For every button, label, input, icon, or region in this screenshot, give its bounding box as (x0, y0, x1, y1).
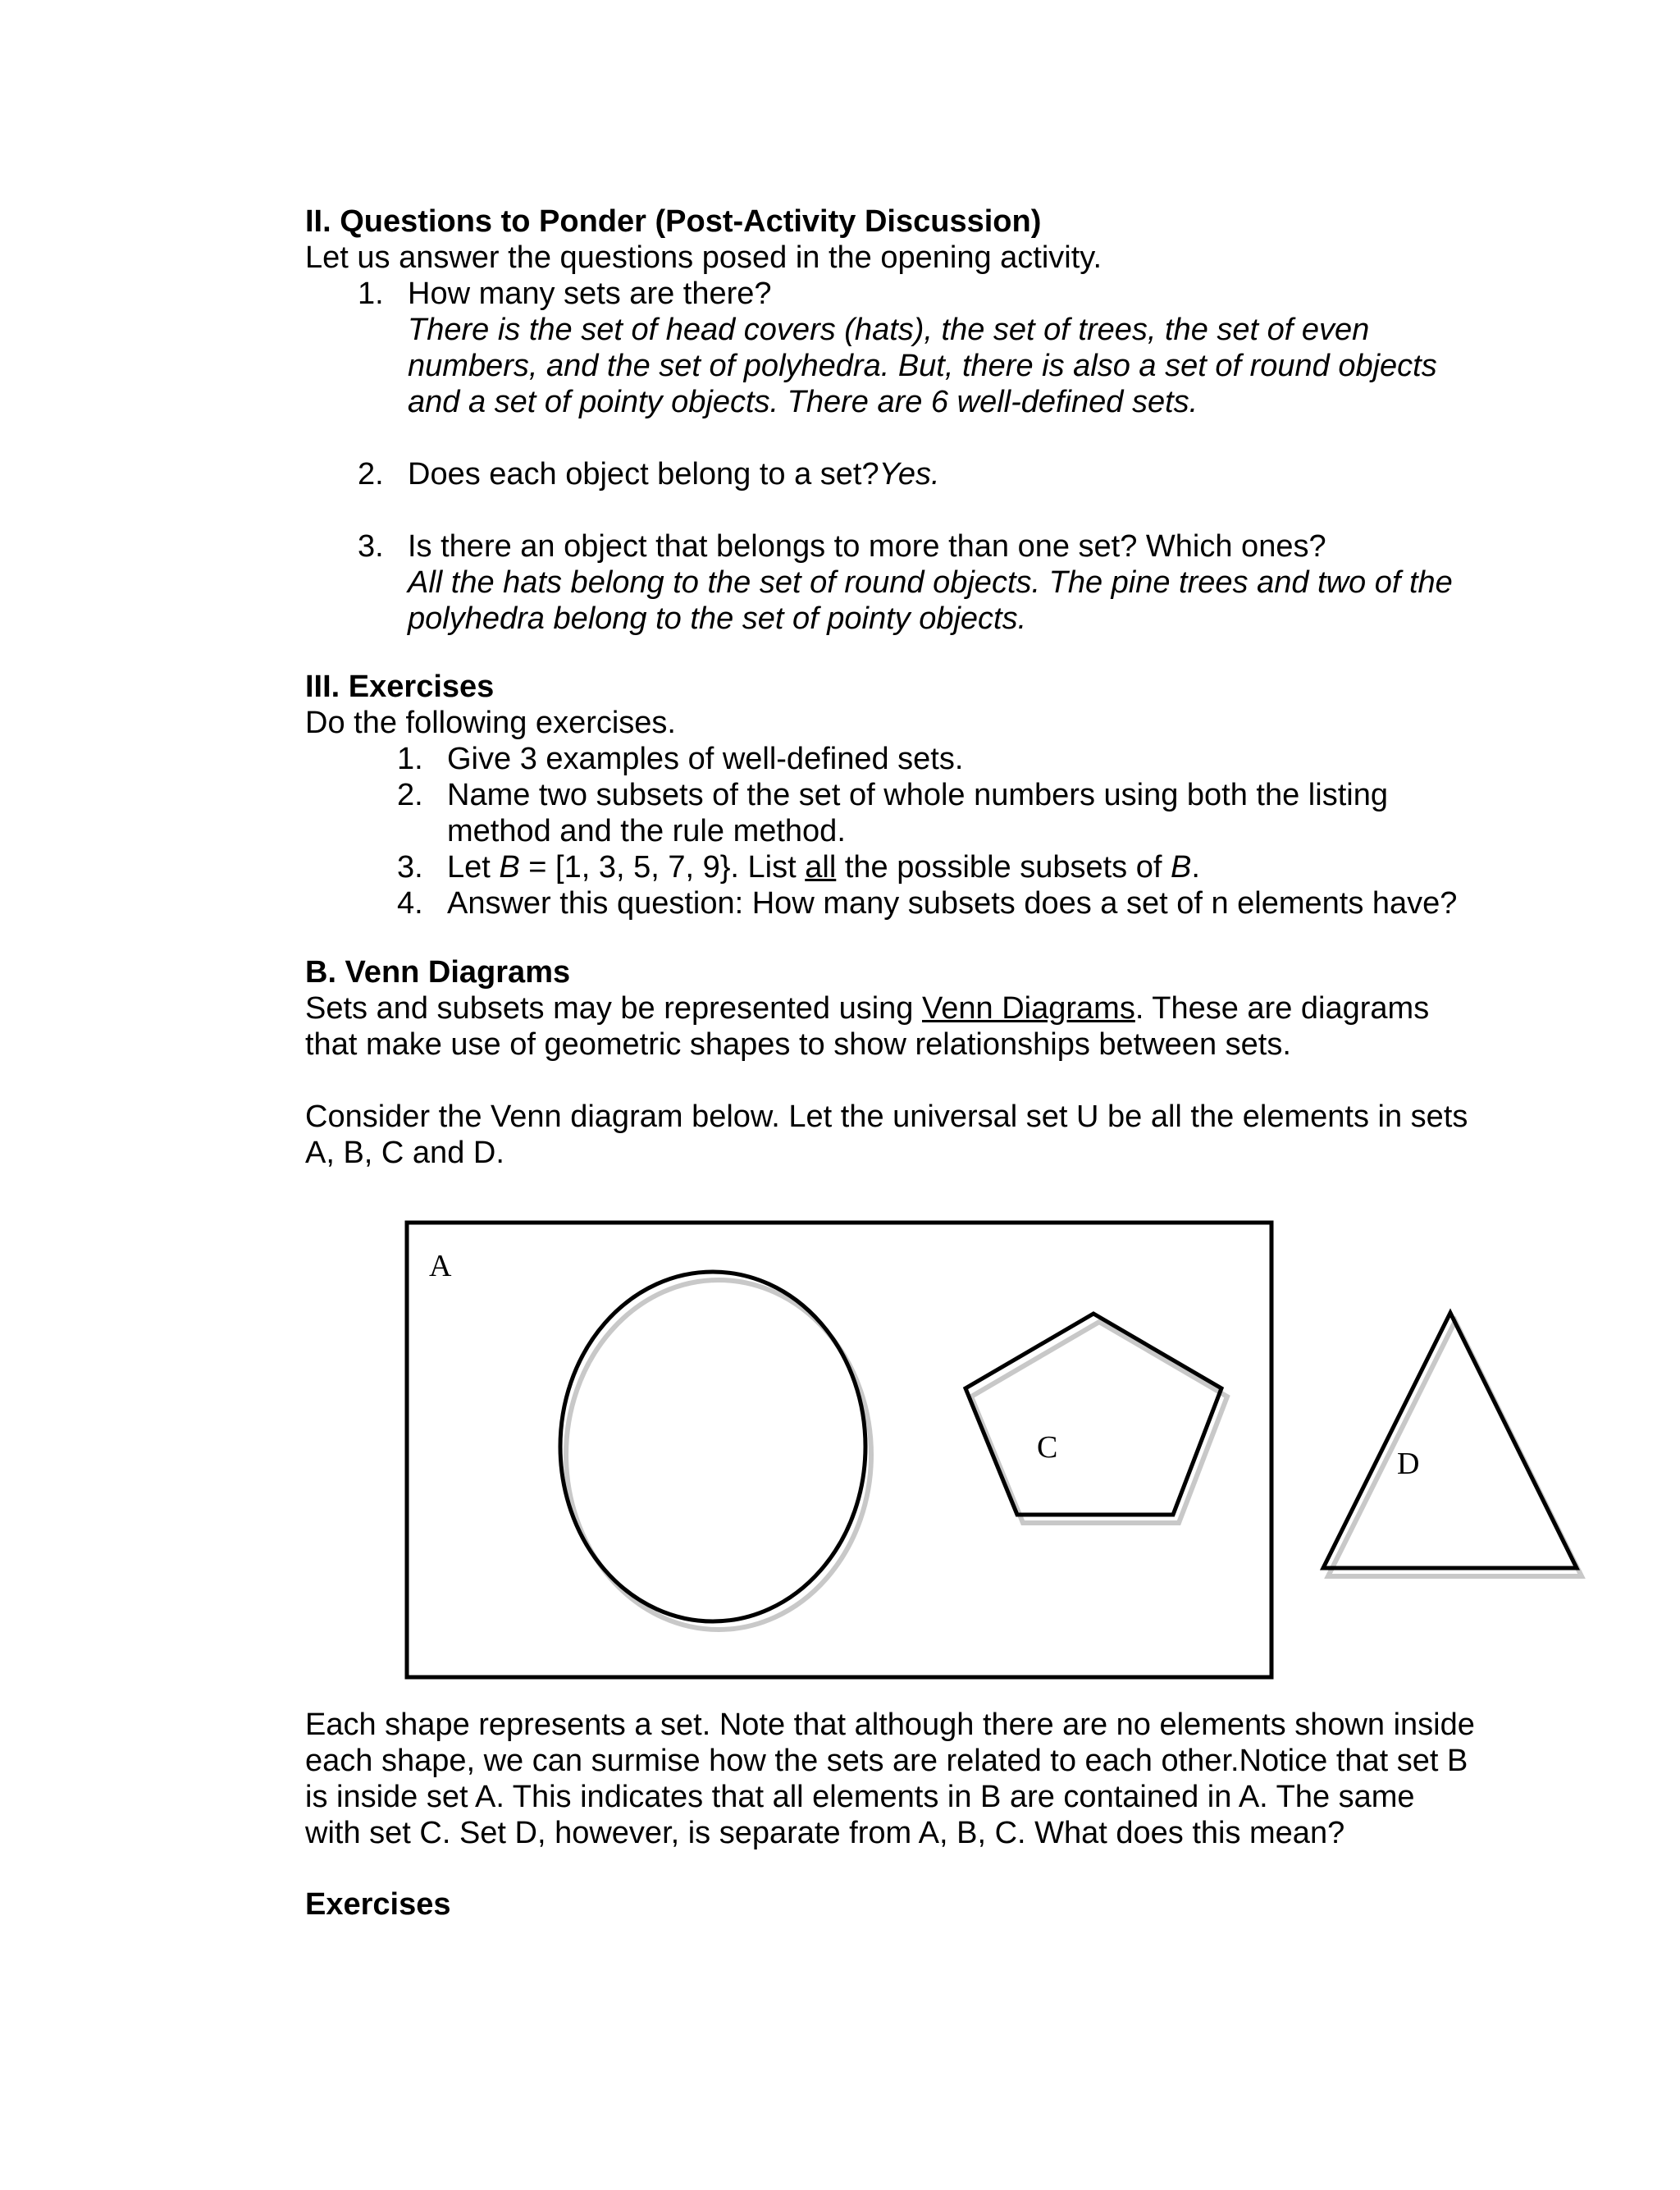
venn-diagrams-term: Venn Diagrams (922, 991, 1135, 1026)
exercises-heading: Exercises (305, 1887, 451, 1922)
exercise-text (447, 849, 1200, 885)
answer-line: and a set of pointy objects. There are 6 well-defined sets. (408, 385, 1198, 419)
set-label-d: D (1397, 1447, 1420, 1481)
question-text: Is there an object that belongs to more than one set? Which ones? (408, 529, 1326, 564)
set-symbol: B (1170, 850, 1192, 885)
text-run: . These are diagrams (1134, 991, 1430, 1026)
section-heading-exercises: III. Exercises (305, 670, 495, 704)
question-text: Does each object belong to a set? (408, 457, 879, 491)
list-number: 3. (397, 850, 423, 885)
answer-inline: Yes. (879, 457, 940, 491)
answer-line: All the hats belong to the set of round objects. The pine trees and two of the (408, 565, 1453, 600)
text-run: Let (447, 850, 500, 885)
set-label-c: C (1037, 1430, 1058, 1465)
paragraph-line: Consider the Venn diagram below. Let the universal set U be all the elements in sets (305, 1100, 1468, 1134)
set-d-triangle (1323, 1313, 1577, 1568)
section-heading-questions: II. Questions to Ponder (Post-Activity Discussion) (305, 204, 1042, 239)
answer-line: numbers, and the set of polyhedra. But, there is also a set of round objects (408, 349, 1437, 383)
paragraph-line: Each shape represents a set. Note that although there are no elements shown inside (305, 1708, 1475, 1742)
paragraph-line: with set C. Set D, however, is separate from A, B, C. What does this mean? (305, 1816, 1345, 1850)
list-number: 2. (397, 778, 423, 812)
list-number: 1. (358, 277, 384, 311)
text-run: the possible subsets of (836, 850, 1171, 885)
section-heading-venn: B. Venn Diagrams (305, 955, 571, 990)
paragraph-line: is inside set A. This indicates that all elements in B are contained in A. The same (305, 1780, 1415, 1814)
list-number: 4. (397, 886, 423, 921)
section-intro: Let us answer the questions posed in the opening activity. (305, 240, 1102, 275)
list-number: 3. (358, 529, 384, 564)
exercise-text: Give 3 examples of well-defined sets. (447, 742, 964, 776)
section-intro: Do the following exercises. (305, 706, 676, 740)
answer-line: There is the set of head covers (hats), the set of trees, the set of even (408, 313, 1370, 347)
paragraph-line: A, B, C and D. (305, 1136, 504, 1170)
paragraph-line: each shape, we can surmise how the sets are related to each other.Notice that set B (305, 1744, 1468, 1778)
question-text: How many sets are there? (408, 277, 772, 311)
exercise-text: Name two subsets of the set of whole numbers using both the listing (447, 778, 1388, 812)
question-text (408, 456, 940, 492)
exercise-text: Answer this question: How many subsets does a set of n elements have? (447, 886, 1458, 921)
set-b-ellipse (560, 1272, 865, 1621)
text-run: = [1, 3, 5, 7, 9}. List (519, 850, 806, 885)
answer-line: polyhedra belong to the set of pointy objects. (408, 601, 1027, 636)
text-run: Sets and subsets may be represented using (305, 991, 923, 1026)
set-d-shadow (1328, 1321, 1582, 1576)
list-number: 2. (358, 457, 384, 491)
set-c-pentagon (966, 1314, 1221, 1515)
set-label-a: A (429, 1249, 452, 1283)
list-number: 1. (397, 742, 423, 776)
set-a-rectangle (407, 1223, 1271, 1677)
underlined-word: all (805, 850, 837, 885)
text-run: . (1191, 850, 1200, 885)
paragraph-line: that make use of geometric shapes to show relationships between sets. (305, 1027, 1291, 1062)
set-b-shadow (566, 1280, 871, 1630)
set-c-shadow (971, 1322, 1227, 1523)
paragraph-line (305, 990, 1429, 1026)
set-symbol: B (499, 850, 520, 885)
exercise-text-continued: method and the rule method. (447, 814, 846, 848)
